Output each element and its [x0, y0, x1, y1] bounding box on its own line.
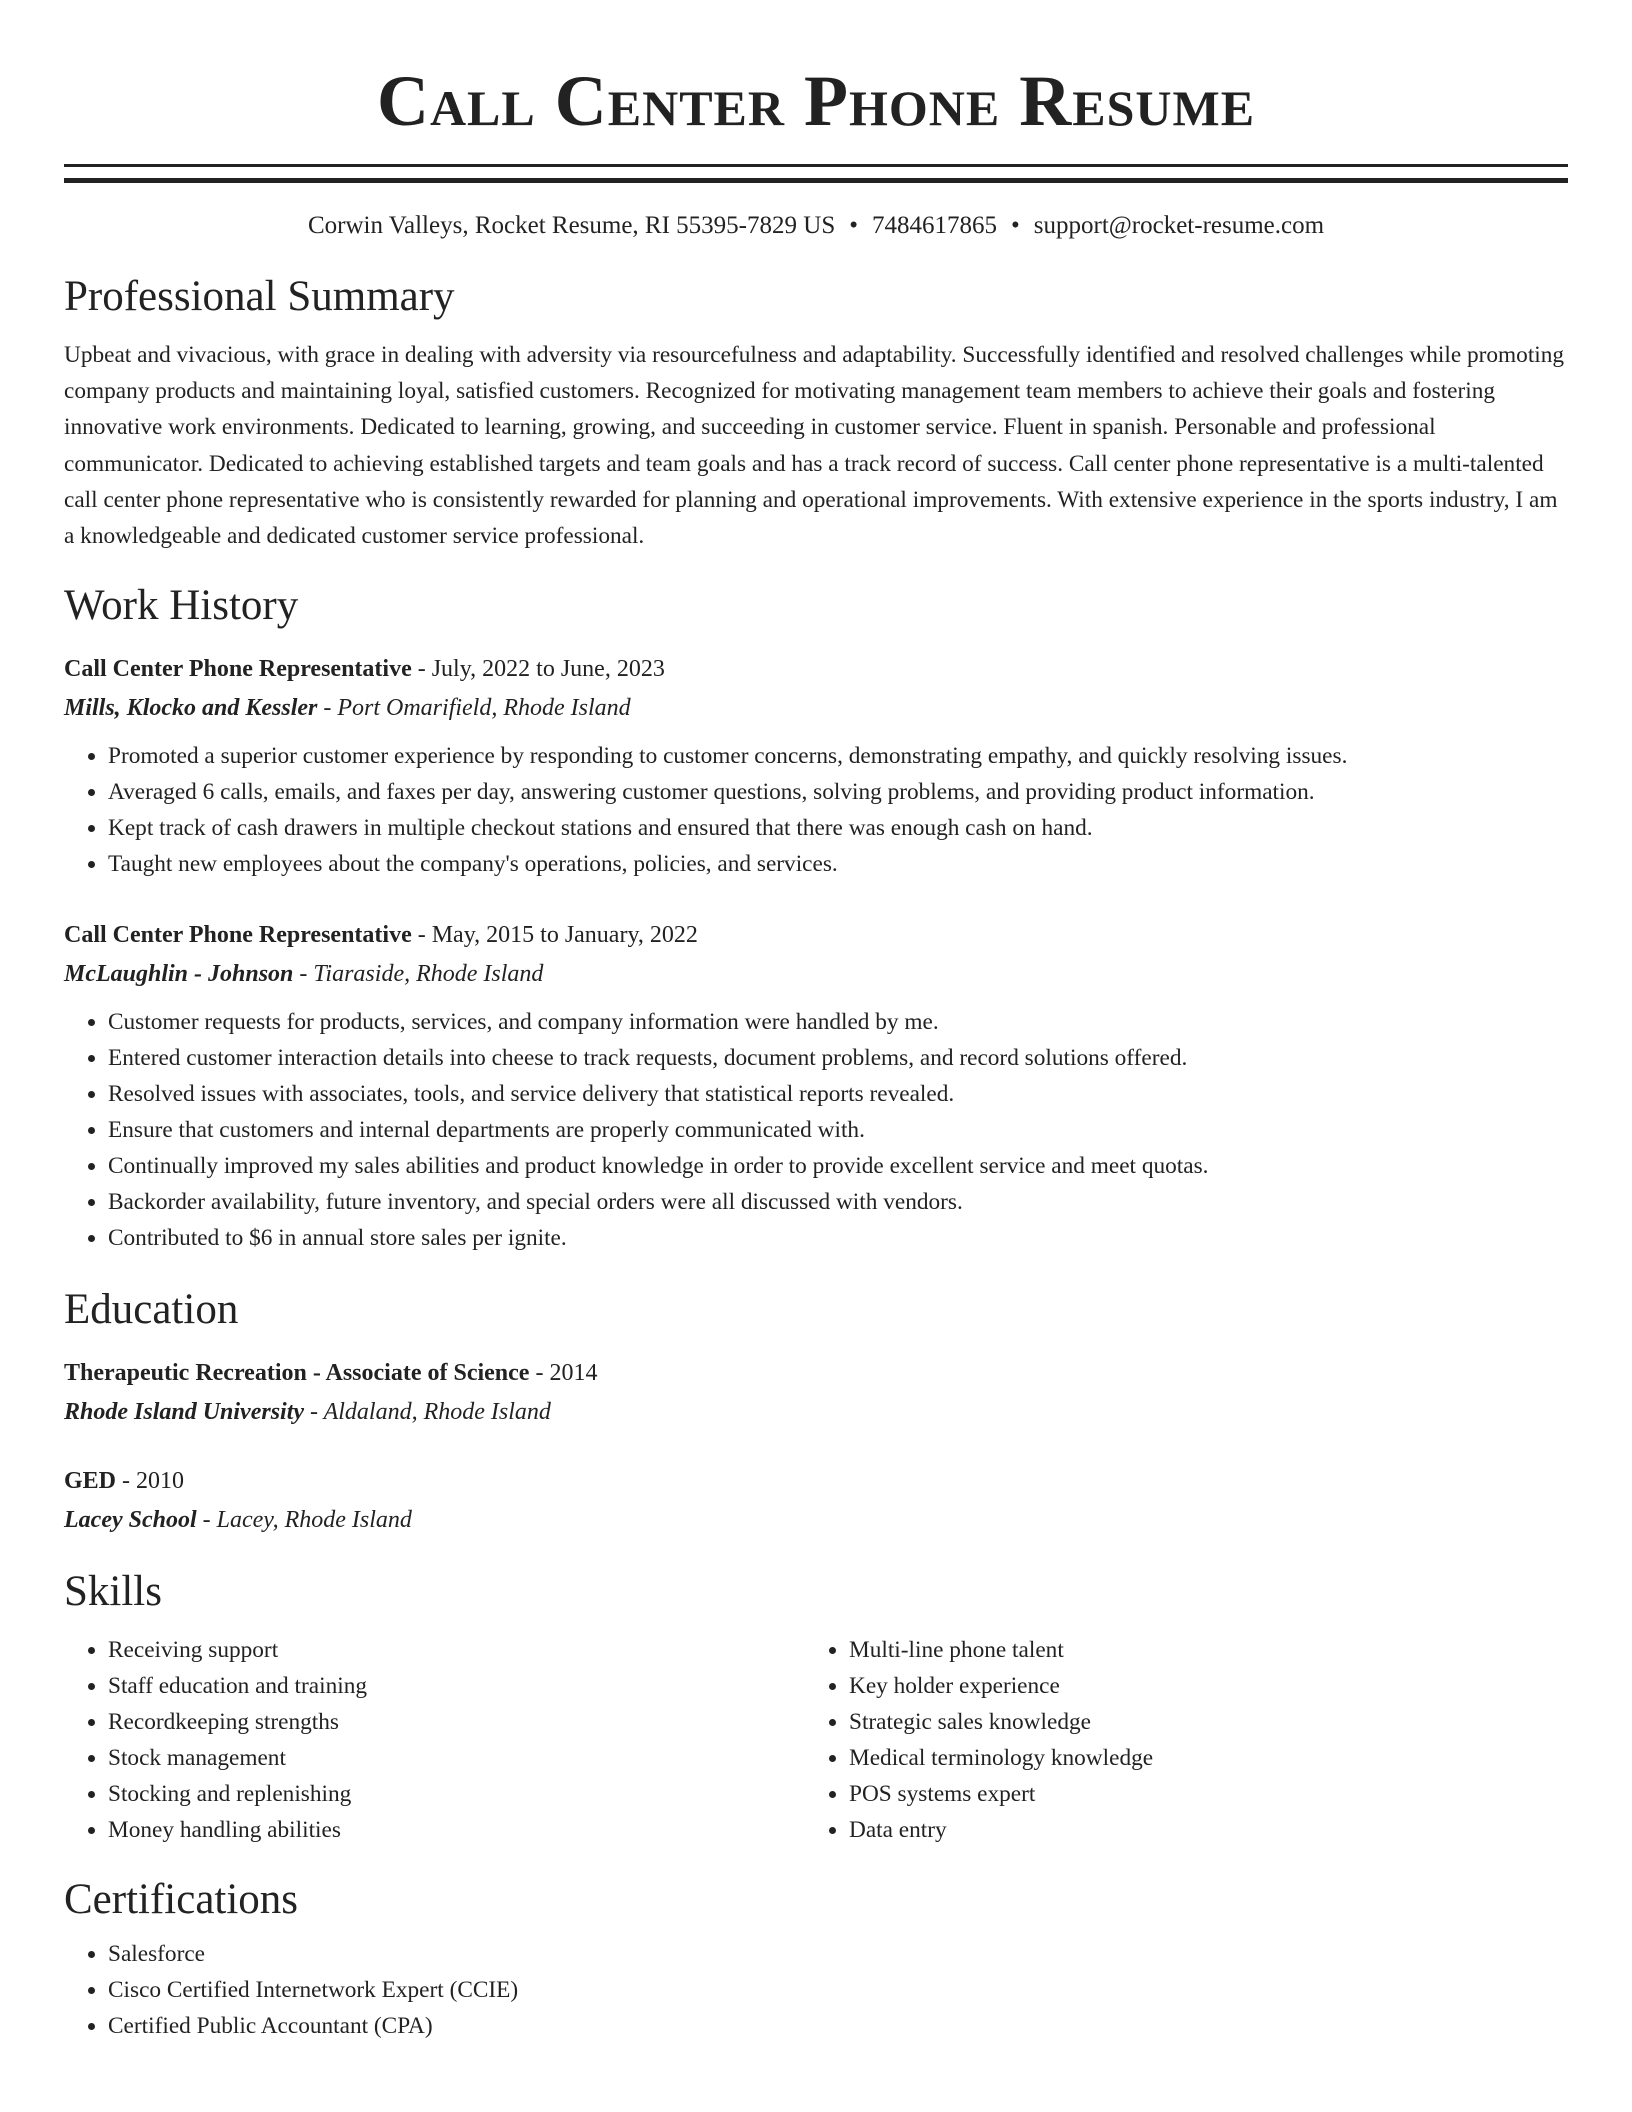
degree: Therapeutic Recreation - Associate of Science — [64, 1360, 530, 1387]
degree-line — [64, 1354, 1568, 1392]
list-item: • Recordkeeping strengths — [108, 1704, 806, 1740]
summary-heading: Professional Summary — [64, 273, 455, 320]
job-title: Call Center Phone Representative — [64, 922, 412, 949]
certifications-heading: Certifications — [64, 1876, 299, 1924]
job-location: - Port Omarifield, Rhode Island — [317, 695, 631, 722]
graduation-year: - 2014 — [529, 1360, 598, 1387]
list-item: • Continually improved my sales abilities and product knowledge in order to provide excellent service and meet quotas. — [108, 1148, 1568, 1184]
education-entry — [64, 1354, 1568, 1432]
contact-separator: • — [1011, 212, 1020, 239]
job-location: - Tiaraside, Rhode Island — [293, 961, 544, 988]
degree: GED — [64, 1468, 117, 1495]
job-dates: - May, 2015 to January, 2022 — [411, 922, 698, 949]
contact-separator: • — [849, 212, 858, 239]
list-item: • Promoted a superior customer experience by responding to customer concerns, demonstrating empathy, and quickly resolving issues. — [108, 738, 1568, 774]
skills-list-left — [64, 1632, 806, 1848]
list-item: • Contributed to $6 in annual store sales per ignite. — [108, 1220, 1568, 1256]
list-item: • Strategic sales knowledge — [849, 1704, 1568, 1740]
list-item: • Stock management — [108, 1740, 806, 1776]
school-line — [64, 1500, 1568, 1540]
list-item: • Certified Public Accountant (CPA) — [108, 2008, 1568, 2044]
list-item: • Receiving support — [108, 1632, 806, 1668]
school-name: Lacey School — [64, 1507, 197, 1534]
list-item: • Entered customer interaction details into cheese to track requests, document problems, and record solutions offered. — [108, 1040, 1568, 1076]
degree-line — [64, 1462, 1568, 1500]
job-company: McLaughlin - Johnson — [64, 961, 294, 988]
certifications-list — [64, 1936, 1568, 2044]
summary-text: Upbeat and vivacious, with grace in dealing with adversity via resourcefulness and adaptability. Successfully identified and resolved challenges while promoting company products and maintaining loyal, satisfied customers. Recognized for motivating management team members to achieve their goals and fostering innovative work environments. Dedicated to learning, growing, and succeeding in customer service. Fluent in spanish. Personable and professional communicator. Dedicated to achieving established targets and team goals and has a track record of success. Call center phone representative is a multi-talented call center phone representative who is consistently rewarded for planning and operational improvements. With extensive experience in the sports industry, I am a knowledgeable and dedicated customer service professional. — [64, 342, 1565, 550]
job-company-line — [64, 688, 1568, 728]
list-item: • Customer requests for products, services, and company information were handled by me. — [108, 1004, 1568, 1040]
job-entry — [64, 650, 1568, 882]
school-location: - Lacey, Rhode Island — [196, 1507, 412, 1534]
title-divider — [64, 164, 1568, 183]
graduation-year: - 2010 — [116, 1468, 185, 1495]
school-name: Rhode Island University — [64, 1399, 305, 1426]
education-heading: Education — [64, 1286, 239, 1334]
list-item: • Salesforce — [108, 1936, 1568, 1972]
job-title: Call Center Phone Representative — [64, 656, 412, 683]
resume-title: Call Center Phone Resume — [376, 61, 1256, 141]
education-entry — [64, 1462, 1568, 1540]
job-duties-list — [64, 738, 1568, 882]
list-item: • Cisco Certified Internetwork Expert (CCIE) — [108, 1972, 1568, 2008]
list-item: • Stocking and replenishing — [108, 1776, 806, 1812]
job-dates: - July, 2022 to June, 2023 — [411, 656, 665, 683]
skills-list-right — [806, 1632, 1568, 1848]
list-item: • Money handling abilities — [108, 1812, 806, 1848]
list-item: • Kept track of cash drawers in multiple checkout stations and ensured that there was enough cash on hand. — [108, 810, 1568, 846]
list-item: • Data entry — [849, 1812, 1568, 1848]
list-item: • Backorder availability, future inventory, and special orders were all discussed with vendors. — [108, 1184, 1568, 1220]
job-title-line — [64, 650, 1568, 688]
list-item: • Multi-line phone talent — [849, 1632, 1568, 1668]
job-entry — [64, 916, 1568, 1256]
school-line — [64, 1392, 1568, 1432]
job-company: Mills, Klocko and Kessler — [64, 695, 318, 722]
list-item: • Averaged 6 calls, emails, and faxes per day, answering customer questions, solving problems, and providing product information. — [108, 774, 1568, 810]
work-history-heading: Work History — [64, 582, 299, 630]
contact-email: support@rocket-resume.com — [1033, 212, 1325, 239]
skills-columns — [64, 1632, 1568, 1848]
job-duties-list — [64, 1004, 1568, 1256]
contact-phone: 7484617865 — [872, 212, 997, 239]
list-item: • Ensure that customers and internal departments are properly communicated with. — [108, 1112, 1568, 1148]
job-title-line — [64, 916, 1568, 954]
list-item: • Resolved issues with associates, tools, and service delivery that statistical reports revealed. — [108, 1076, 1568, 1112]
job-company-line — [64, 954, 1568, 994]
skills-heading: Skills — [64, 1568, 162, 1616]
school-location: - Aldaland, Rhode Island — [304, 1399, 551, 1426]
list-item: • Medical terminology knowledge — [849, 1740, 1568, 1776]
list-item: • Key holder experience — [849, 1668, 1568, 1704]
list-item: • Staff education and training — [108, 1668, 806, 1704]
list-item: • POS systems expert — [849, 1776, 1568, 1812]
contact-address: Corwin Valleys, Rocket Resume, RI 55395-7829 US — [307, 212, 836, 239]
contact-line — [64, 211, 1568, 241]
list-item: • Taught new employees about the company's operations, policies, and services. — [108, 846, 1568, 882]
